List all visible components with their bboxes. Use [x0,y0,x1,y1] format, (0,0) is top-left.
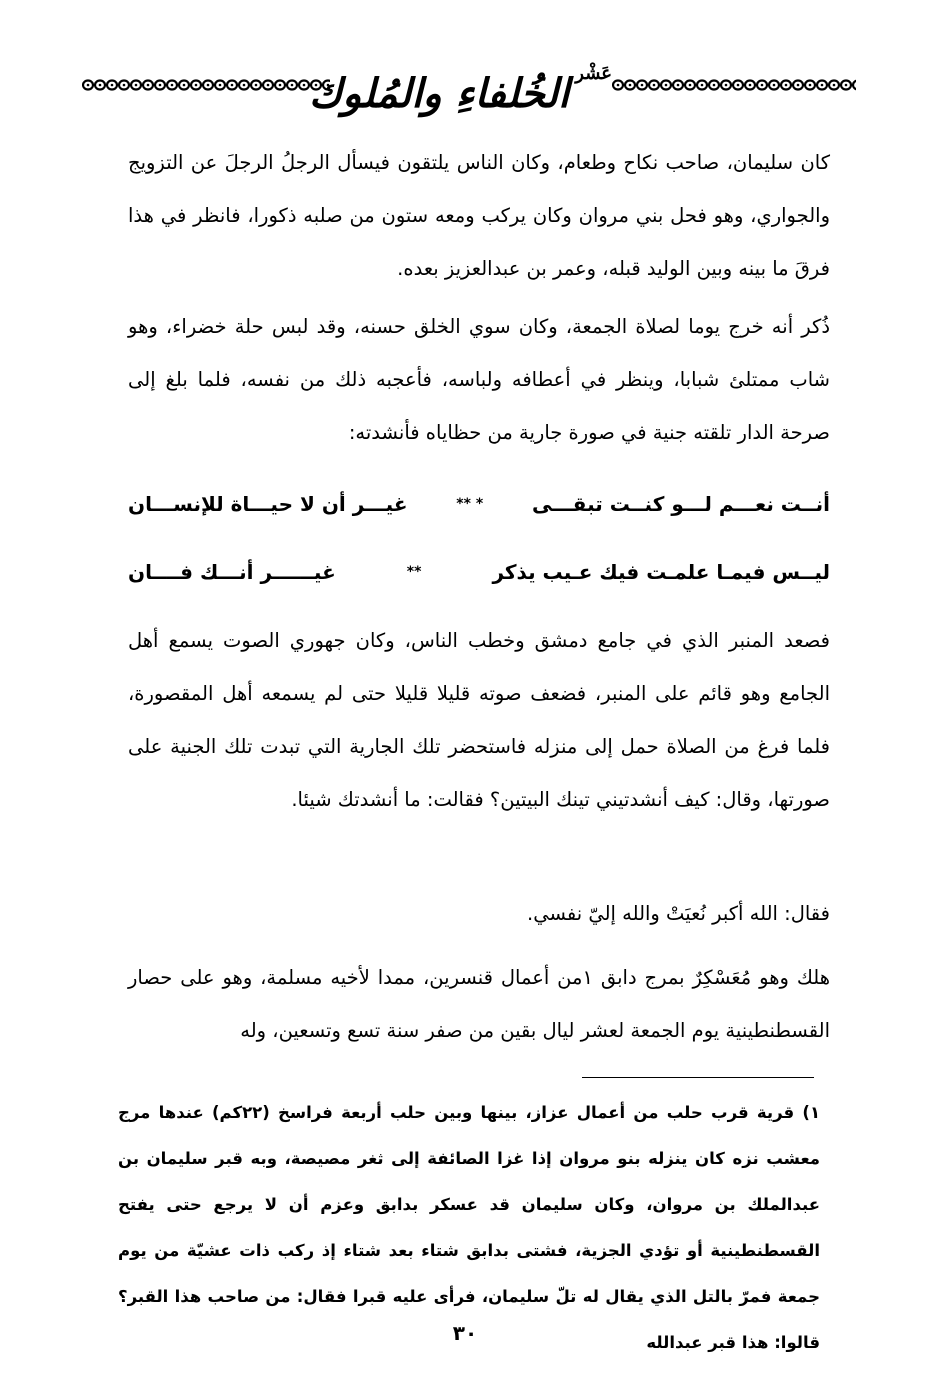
footnote-text: ١) قرية قرب حلب من أعمال عزاز، بينها وبين حلب أربعة فراسخ (٢٢كم) عندها مرج معشب نزه كان ينزله بنو مروان إذا غزا الصائفة إلى ثغر مصيصة، وبه قبر سليمان بن عبدالملك بن مروان، وكان سليمان قد عسكر بدابق وعزم أن لا يرجع حتى يفتح القسطنطينية أو تؤدي الجزية، فشتى بدابق شتاء بعد شتاء إذ ركب ذات عشيّة من يوم جمعة فمرّ بالتل الذي يقال له تلّ سليمان، فرأى عليه قبرا فقال: من صاحب هذا القبر؟ قالوا: هذا قبر عبدالله [118,1103,821,1352]
verse-separator: ** [406,564,422,580]
verse-separator: * ** [456,496,484,512]
paragraph-3 [128,614,830,826]
paragraph-text: كان سليمان، صاحب نكاح وطعام، وكان الناس يلتقون فيسأل الرجلُ الرجلَ عن التزويج والجواري، وهو فحل بني مروان وكان يركب ومعه ستون من صلبه ذكورا، فانظر في هذا فرقَ ما بينه وبين الوليد قبله، وعمر بن عبدالعزيز بعده. [128,151,830,280]
verse-first-hemistich: أنــت نعـــم لـــو كنــت تبقـــى [531,492,830,516]
book-title [309,34,612,117]
paragraph-text: فصعد المنبر الذي في جامع دمشق وخطب الناس، وكان جهوري الصوت يسمع أهل الجامع وهو قائم على المنبر، فضعف صوته قليلا قليلا حتى لم يسمعه أهل المقصورة، فلما فرغ من الصلاة حمل إلى منزله فاستحضر تلك الجارية التي تبدت تلك الجنية على صورتها، وقال: كيف أنشدتيني تينك البيتين؟ فقالت: ما أنشدتك شيئا. [128,629,830,811]
page-number: ٣٠ [452,1321,478,1345]
footnote-divider [582,1077,814,1078]
verse-first-hemistich: ليــس فيمـا علمـت فيك عـيب يذكر [492,560,830,584]
book-title-main: الخُلفاءِ والمُلوك [309,70,570,117]
chain-ornament-icon [612,78,856,92]
paragraph-2 [128,300,830,459]
page-header [0,30,930,120]
paragraph-1 [128,136,830,295]
paragraph-4 [128,887,830,940]
poem-verse-2 [128,552,830,592]
book-title-prefix: عَشْر [575,63,612,84]
verse-second-hemistich: غيــــــر أنـــك فــــان [128,560,336,584]
paragraph-text: هلك وهو مُعَسْكِرٌ بمرج دابق ١من أعمال قنسرين، ممدا لأخيه مسلمة، وهو على حصار القسطنطينية يوم الجمعة لعشر ليال بقين من صفر سنة تسع وتسعين، وله [128,966,830,1042]
paragraph-5 [128,951,830,1057]
paragraph-text: ذُكر أنه خرج يوما لصلاة الجمعة، وكان سوي الخلق حسنه، وقد لبس حلة خضراء، وهو شاب ممتلئ شبابا، وينظر في أعطافه ولباسه، فأعجبه ذلك من نفسه، فلما بلغ إلى صرحة الدار تلقته جنية في صورة جارية من حظاياه فأنشدته: [128,315,830,444]
header-ornament-left [82,74,330,96]
poem-verse-1 [128,484,830,524]
header-ornament-right [612,74,856,96]
paragraph-text: فقال: الله أكبر نُعيَتْ والله إليّ نفسي. [527,902,830,925]
chain-ornament-icon [82,78,330,92]
verse-second-hemistich: غيـــر أن لا حيـــاة للإنســـان [128,492,408,516]
